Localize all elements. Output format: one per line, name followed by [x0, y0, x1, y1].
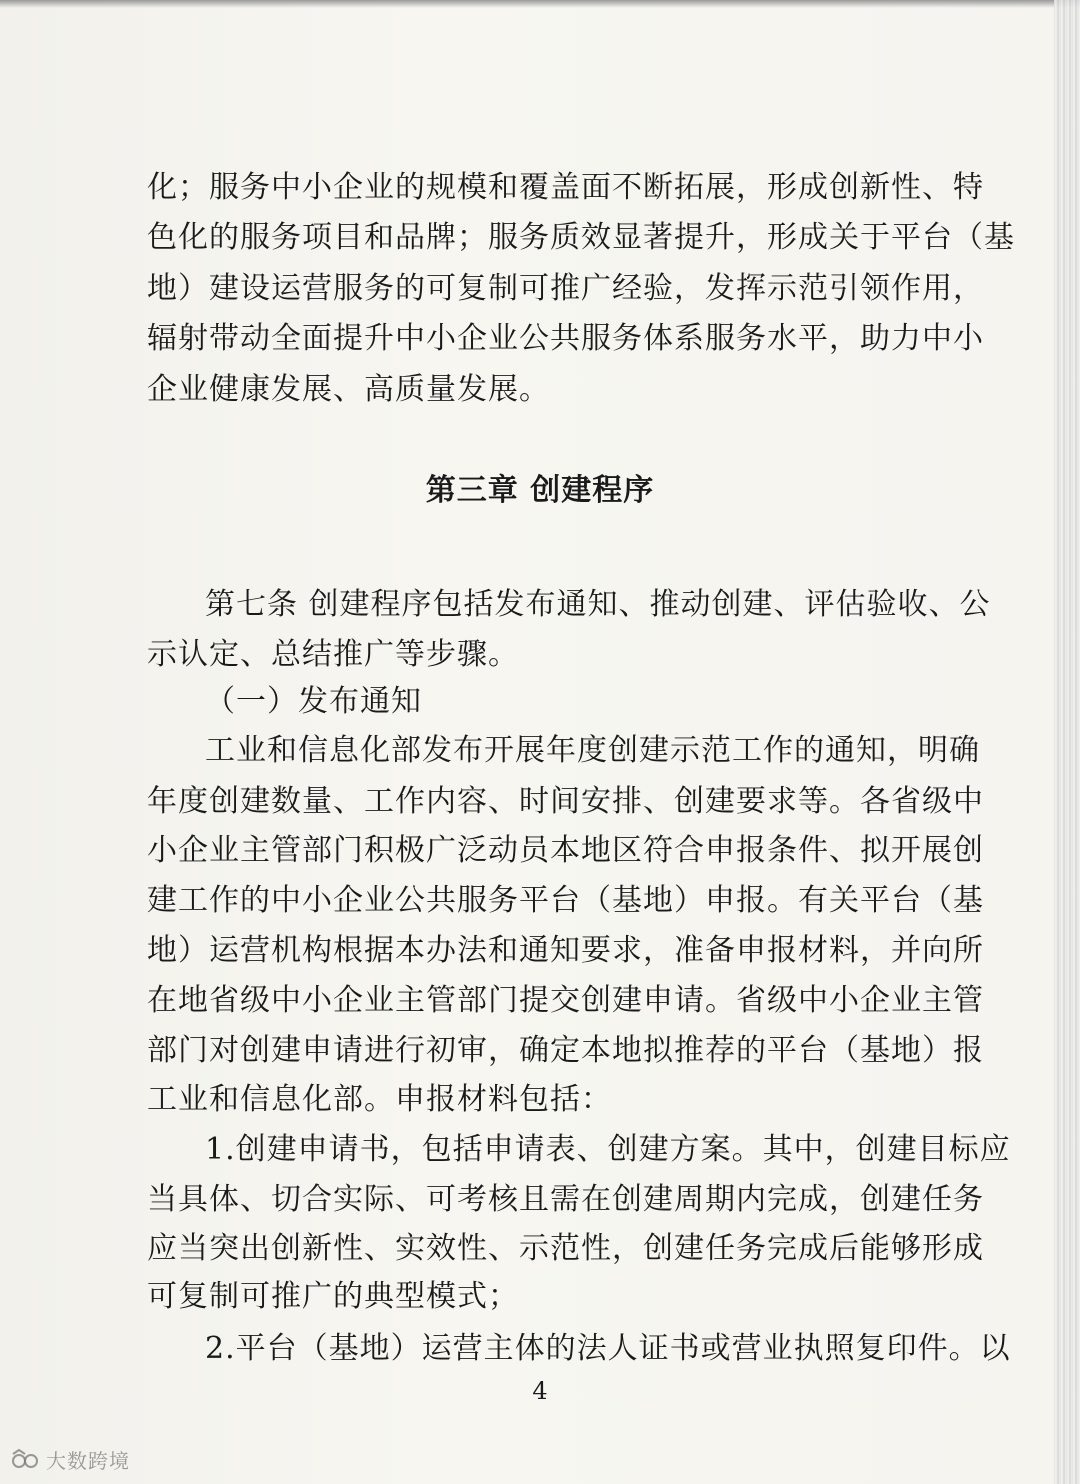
text-line: 建工作的中小企业公共服务平台（基地）申报。有关平台（基: [147, 883, 984, 918]
text-line: 在地省级中小企业主管部门提交创建申请。省级中小企业主管: [147, 983, 984, 1018]
article-line: 示认定、总结推广等步骤。: [147, 637, 519, 672]
text-line: 化；服务中小企业的规模和覆盖面不断拓展，形成创新性、特: [147, 170, 984, 205]
text-line: 部门对创建申请进行初审，确定本地拟推荐的平台（基地）报: [147, 1033, 984, 1068]
text-line: 小企业主管部门积极广泛动员本地区符合申报条件、拟开展创: [147, 833, 984, 868]
list-item-line: 2.平台（基地）运营主体的法人证书或营业执照复印件。以: [205, 1331, 1011, 1366]
text-line: 地）建设运营服务的可复制可推广经验，发挥示范引领作用，: [147, 271, 984, 306]
watermark: [10, 1446, 130, 1476]
scan-page-edge: [1054, 0, 1080, 1484]
text-line: 企业健康发展、高质量发展。: [147, 372, 550, 407]
text-line: 地）运营机构根据本办法和通知要求，准备申报材料，并向所: [147, 933, 984, 968]
article-line: 第七条 创建程序包括发布通知、推动创建、评估验收、公: [205, 587, 991, 622]
text-line: 辐射带动全面提升中小企业公共服务体系服务水平，助力中小: [147, 321, 984, 356]
list-item-line: 应当突出创新性、实效性、示范性，创建任务完成后能够形成: [147, 1231, 984, 1266]
text-line: 工业和信息化部发布开展年度创建示范工作的通知，明确: [205, 733, 980, 768]
watermark-text: 大数跨境: [46, 1449, 130, 1473]
list-item-line: 可复制可推广的典型模式；: [147, 1279, 519, 1314]
chapter-title: 第三章 创建程序: [425, 473, 655, 508]
text-line: 色化的服务项目和品牌；服务质效显著提升，形成关于平台（基: [147, 220, 1015, 255]
brand-logo-icon: [10, 1446, 40, 1476]
page-number: 4: [532, 1377, 548, 1405]
text-line: 年度创建数量、工作内容、时间安排、创建要求等。各省级中: [147, 784, 984, 819]
list-item-line: 当具体、切合实际、可考核且需在创建周期内完成，创建任务: [147, 1182, 984, 1217]
scan-top-shadow: [0, 0, 1080, 8]
text-line: 工业和信息化部。申报材料包括：: [147, 1082, 612, 1117]
list-item-line: 1.创建申请书，包括申请表、创建方案。其中，创建目标应: [205, 1132, 1011, 1167]
section-heading: （一）发布通知: [205, 684, 422, 719]
